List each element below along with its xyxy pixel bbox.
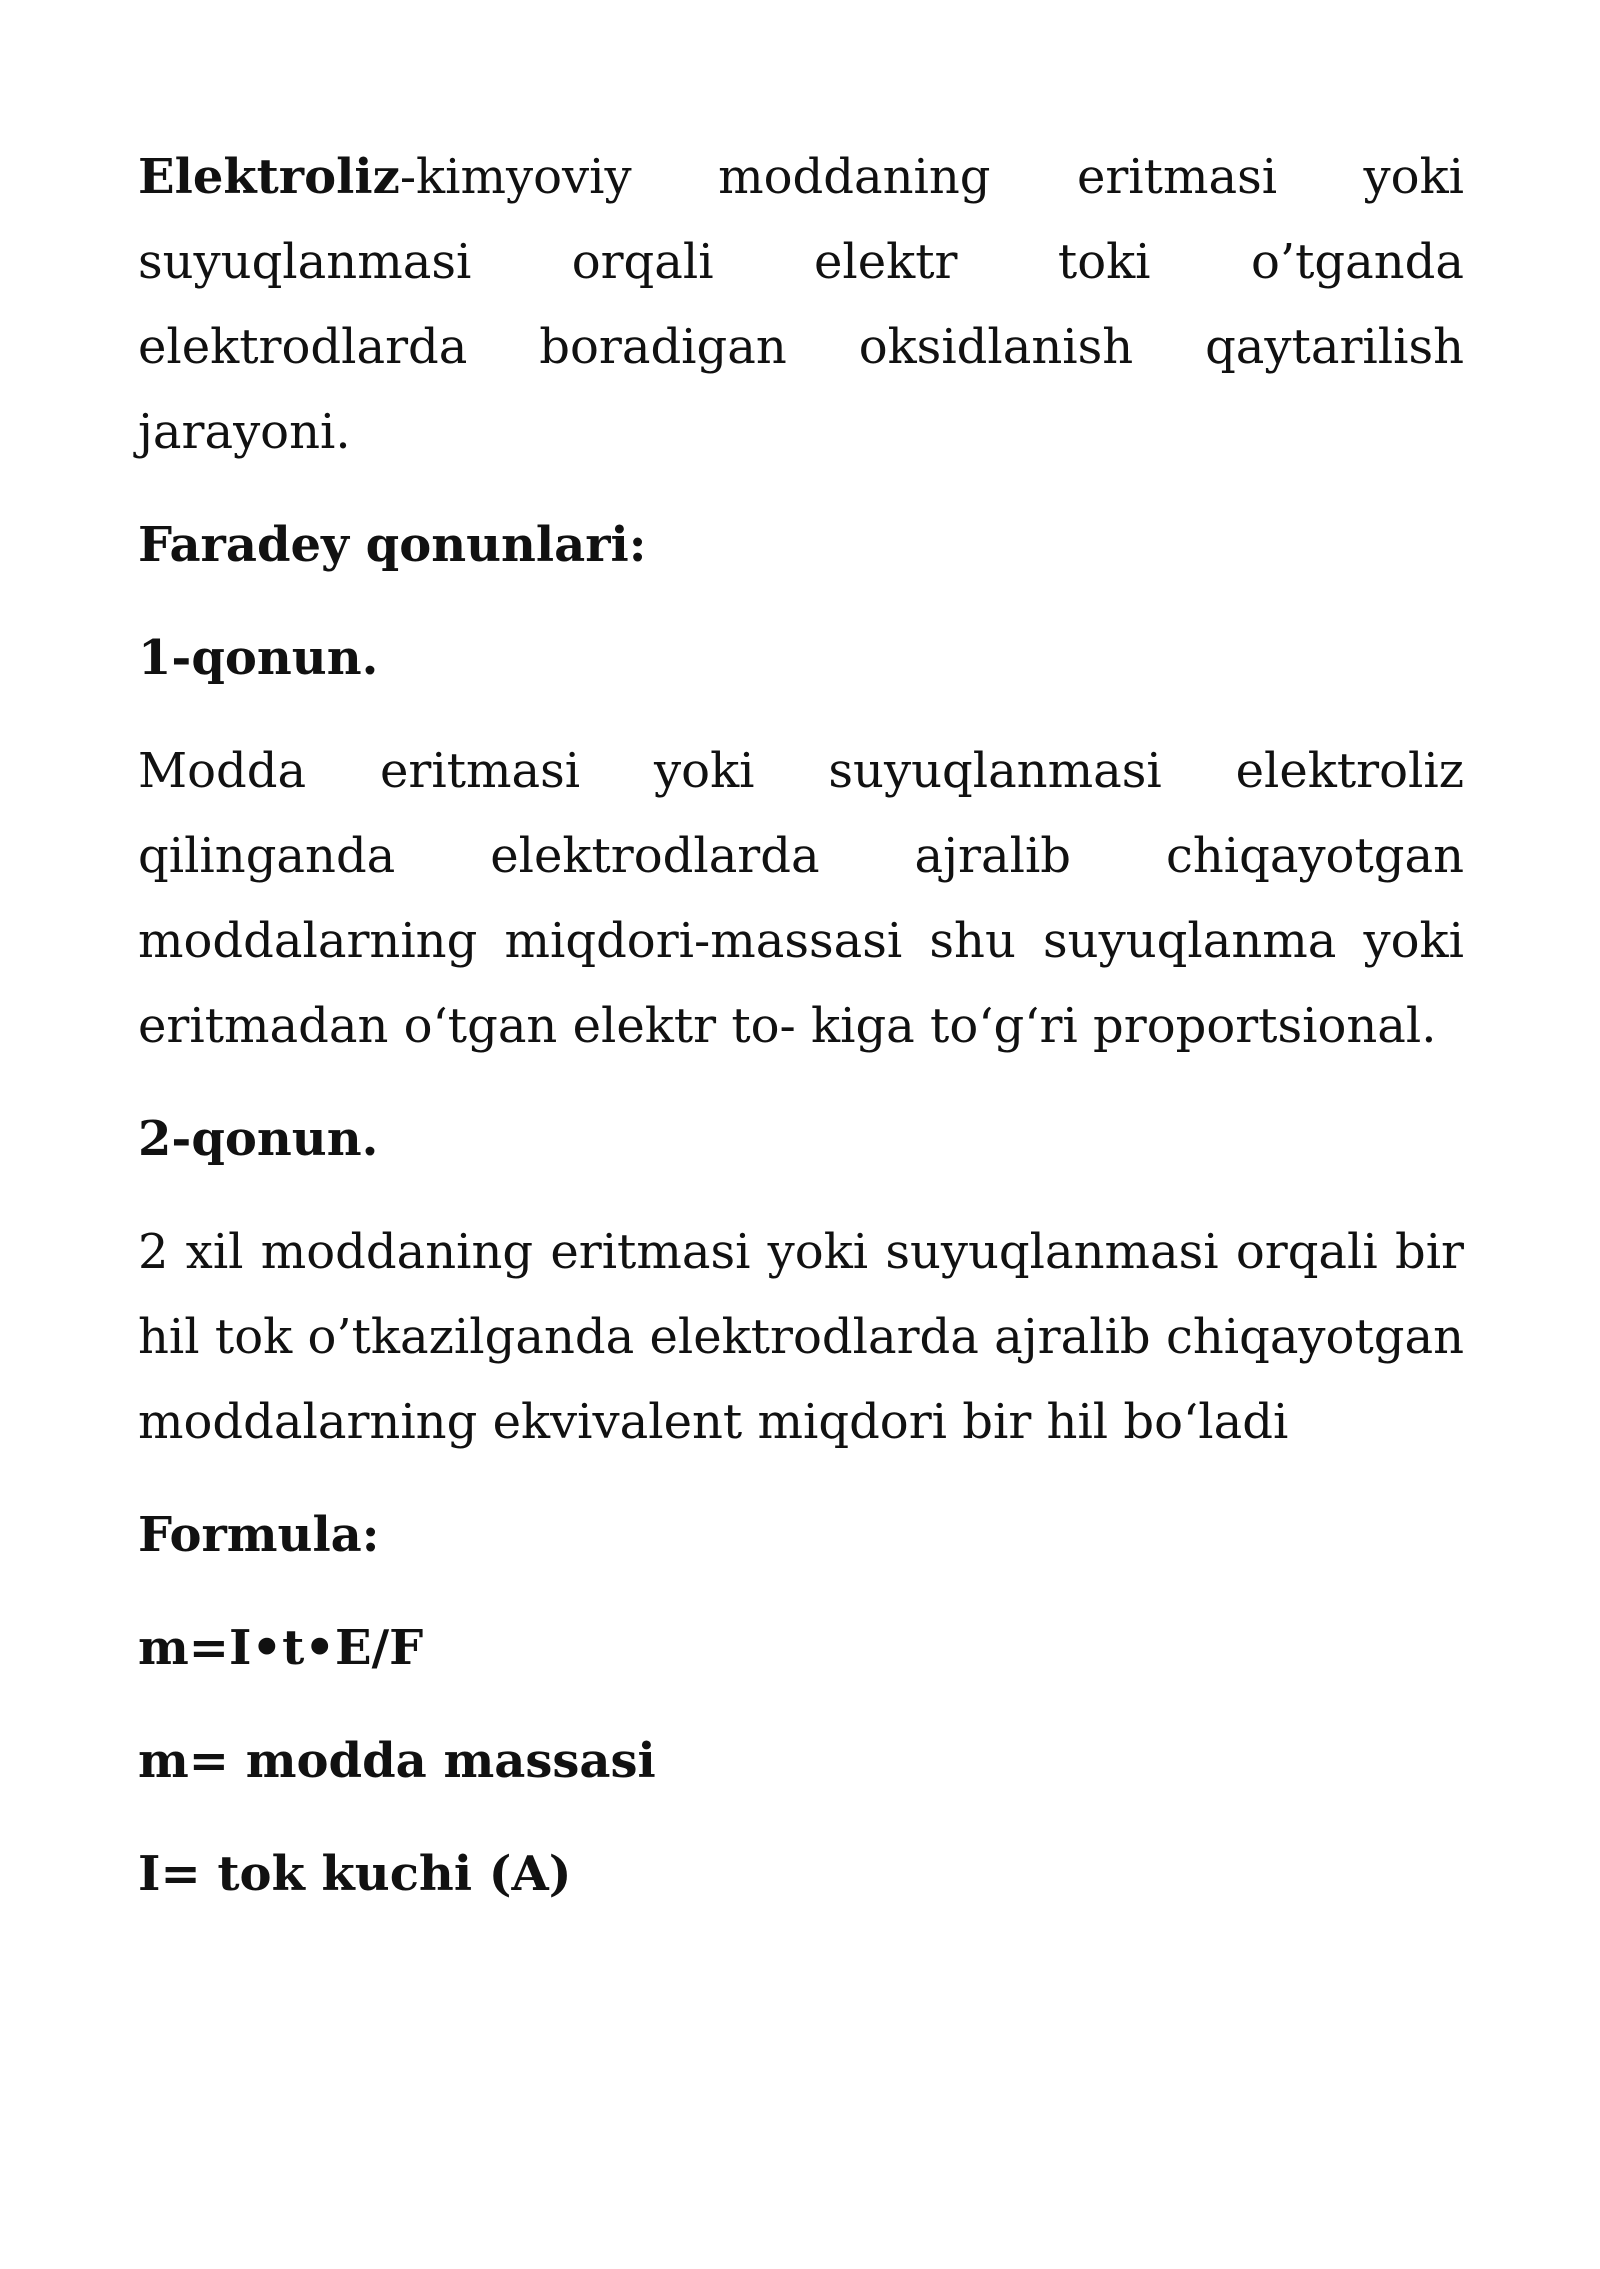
law1-text: Modda eritmasi yoki suyuqlanmasi elektroliz qilinganda elektrodlarda ajralib chiqayotgan moddalarning miqdori-massasi shu suyuqlanma yoki eritmadan o‘tgan elektr to- kiga to‘g‘ri proportsional. — [138, 743, 1464, 1054]
document-page — [138, 135, 1464, 1945]
law2-title: 2-qonun. — [138, 1111, 379, 1167]
laws-heading: Faradey qonunlari: — [138, 517, 647, 573]
law1-title: 1-qonun. — [138, 630, 379, 686]
intro-paragraph — [138, 135, 1464, 475]
formula-m-definition: m= modda massasi — [138, 1733, 656, 1789]
formula-i-definition: I= tok kuchi (A) — [138, 1846, 572, 1902]
formula-heading: Formula: — [138, 1507, 380, 1563]
formula-expression: m=I•t•E/F — [138, 1620, 424, 1676]
intro-definition: -kimyoviy moddaning eritmasi yoki suyuqlanmasi orqali elektr toki o’tganda elektrodlarda boradigan oksidlanish qaytarilish jarayoni. — [138, 149, 1464, 460]
law2-text: 2 xil moddaning eritmasi yoki suyuqlanmasi orqali bir hil tok o’tkazilganda elektrodlarda ajralib chiqayotgan moddalarning ekvivalent miqdori bir hil bo‘ladi — [138, 1224, 1464, 1450]
term-elektroliz: Elektroliz — [138, 149, 400, 205]
